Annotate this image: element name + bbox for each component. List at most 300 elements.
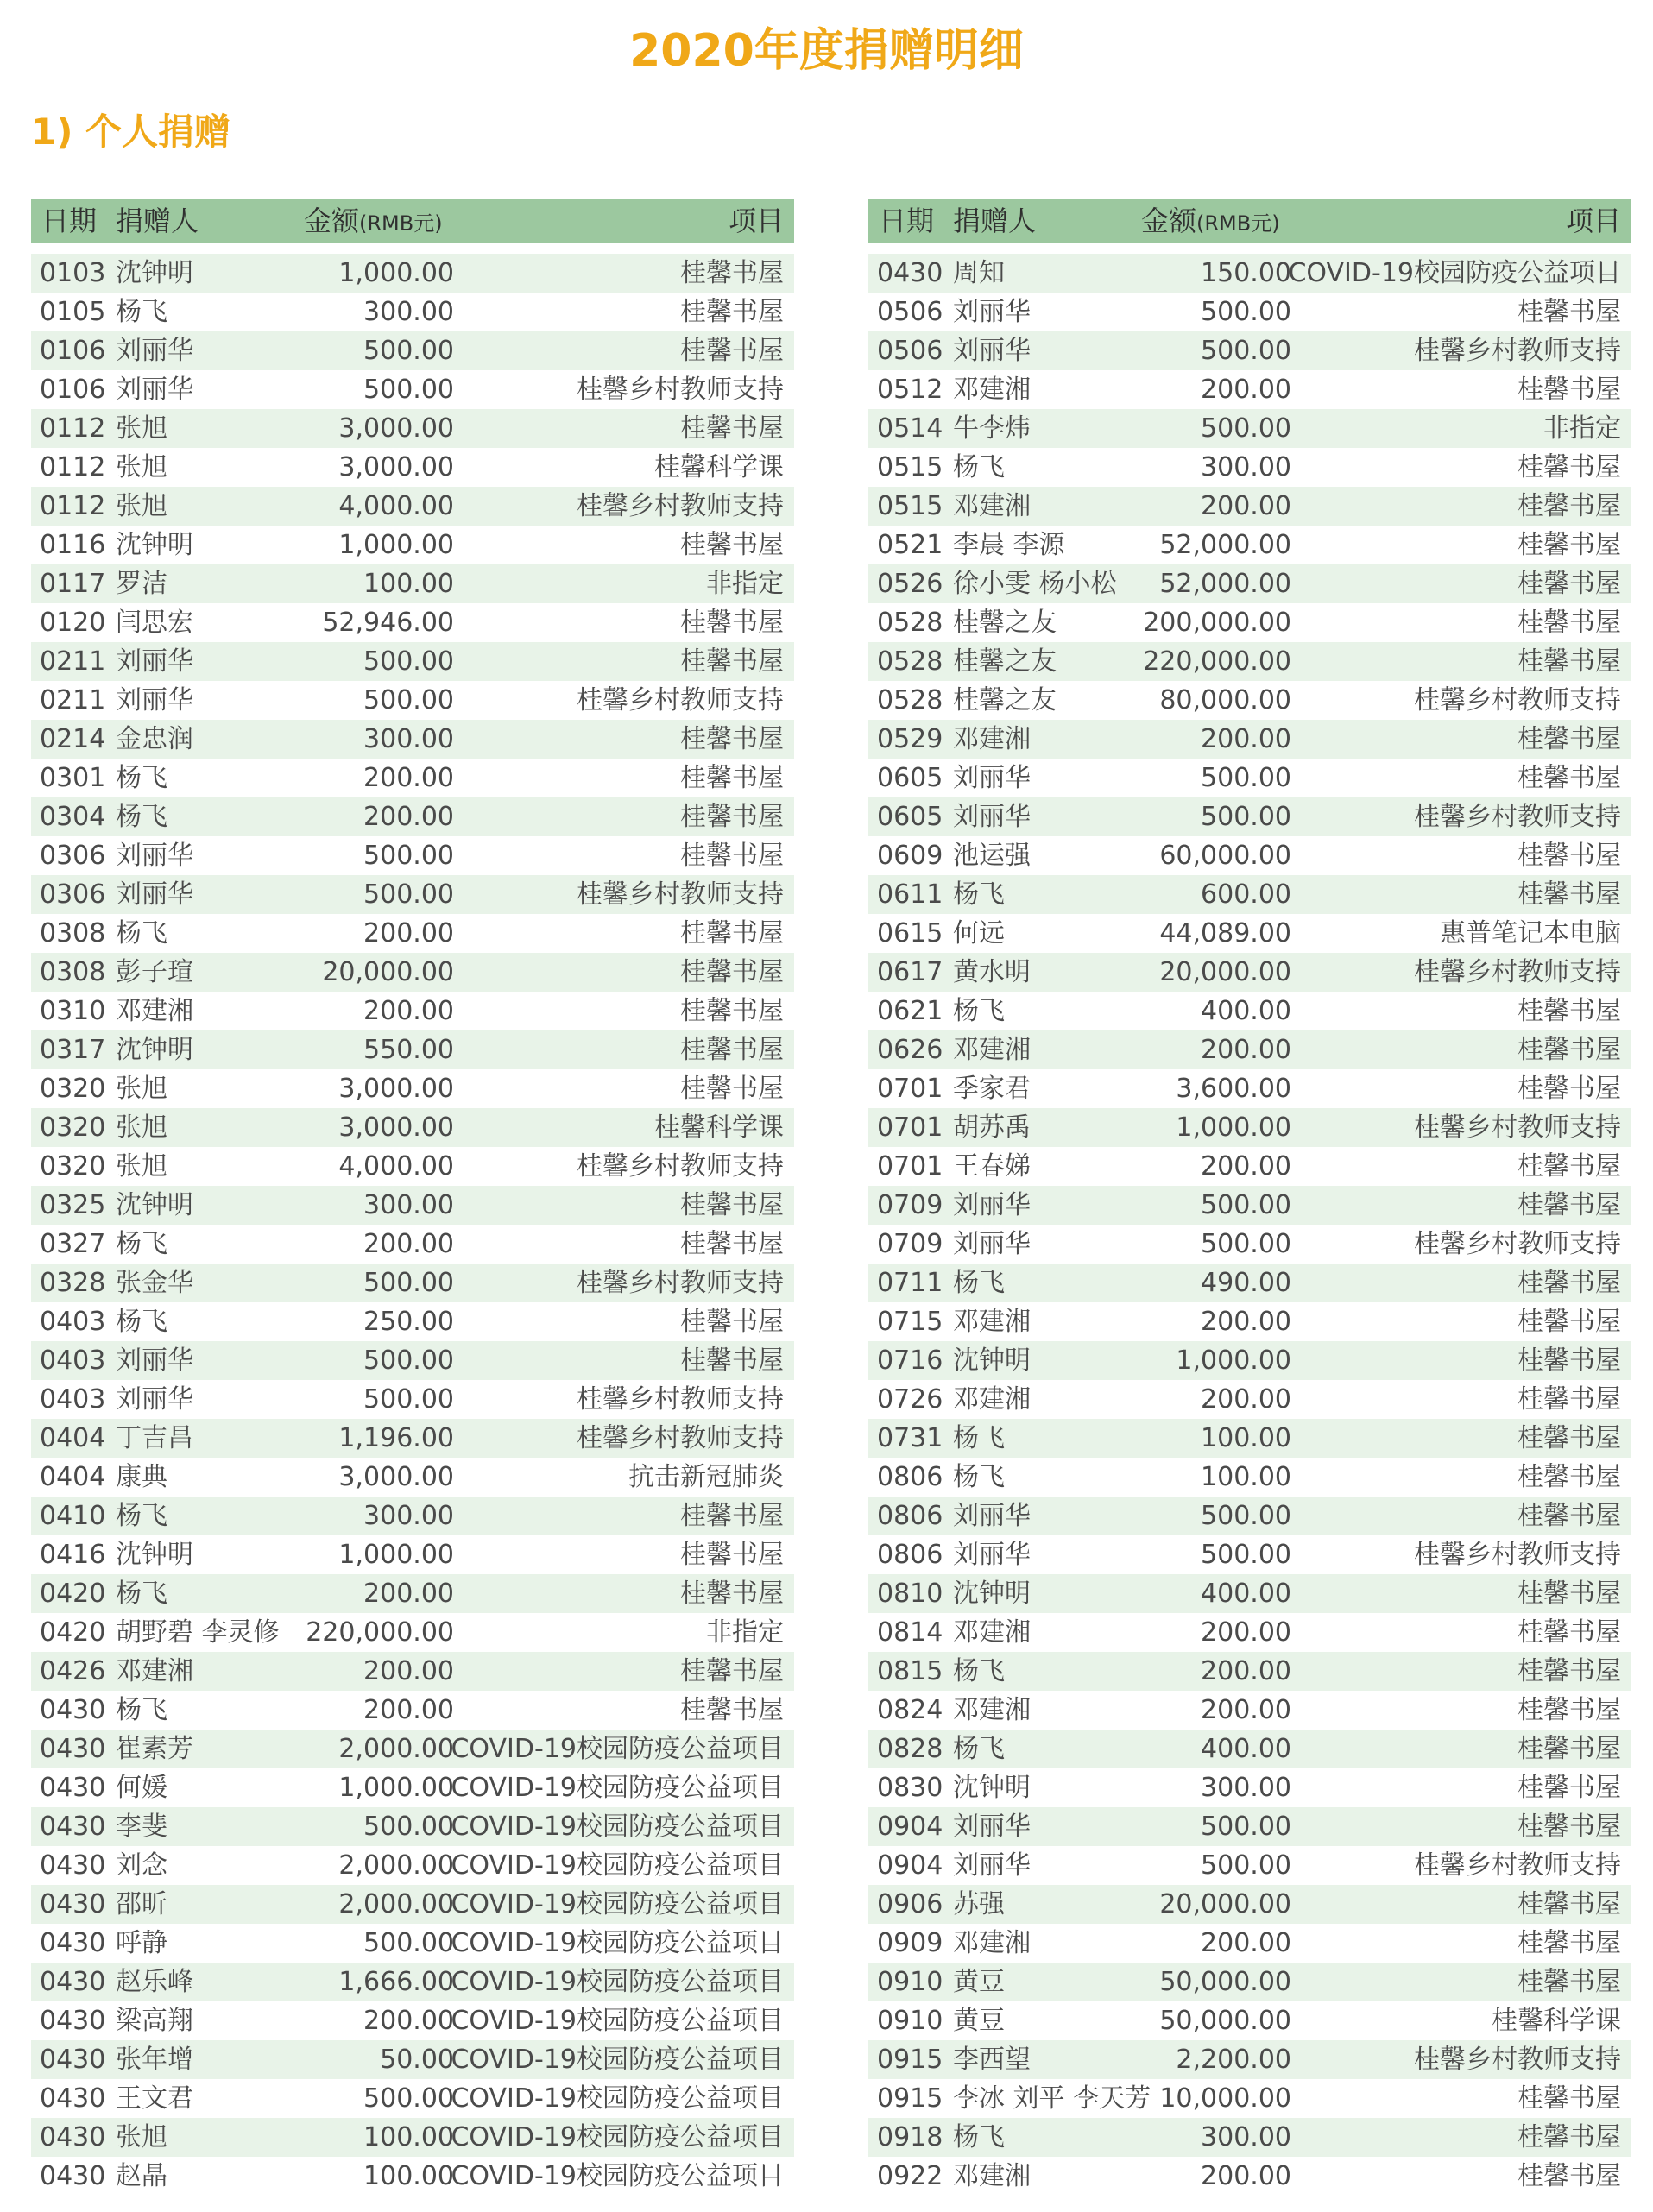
cell-amount: 500.00: [1201, 297, 1291, 327]
table-row: [31, 2079, 794, 2118]
table-row: [31, 1302, 794, 1341]
cell-amount: 3,000.00: [338, 1112, 454, 1143]
header-amount-unit: (RMB元): [359, 211, 443, 236]
cell-date: 0521: [877, 530, 943, 560]
cell-date: 0430: [40, 1773, 106, 1803]
cell-amount: 200.00: [363, 1229, 454, 1259]
cell-date: 0404: [40, 1423, 106, 1453]
cell-date: 0430: [40, 1812, 106, 1842]
cell-donor: 张旭: [116, 452, 167, 482]
table-row: [868, 526, 1631, 564]
table-row: [31, 953, 794, 992]
cell-date: 0310: [40, 996, 106, 1026]
cell-date: 0116: [40, 530, 106, 560]
cell-date: 0918: [877, 2122, 943, 2152]
cell-project: 桂馨乡村教师支持: [1414, 685, 1621, 715]
cell-project: 桂馨书屋: [680, 530, 784, 560]
cell-donor: 刘丽华: [116, 1384, 193, 1415]
header-project: 项目: [728, 205, 784, 237]
cell-amount: 250.00: [363, 1307, 454, 1337]
cell-date: 0430: [40, 2161, 106, 2191]
cell-amount: 200.00: [1201, 1928, 1291, 1958]
cell-amount: 400.00: [1201, 1579, 1291, 1609]
cell-project: 桂馨乡村教师支持: [577, 1423, 784, 1453]
cell-project: 桂馨书屋: [680, 763, 784, 793]
cell-date: 0430: [40, 1695, 106, 1725]
cell-project: 桂馨书屋: [680, 1229, 784, 1259]
cell-amount: 1,666.00: [338, 1967, 454, 1997]
cell-donor: 沈钟明: [116, 258, 193, 288]
cell-project: 桂馨科学课: [654, 1112, 784, 1143]
cell-donor: 刘丽华: [116, 336, 193, 366]
cell-date: 0410: [40, 1501, 106, 1531]
cell-amount: 1,000.00: [338, 530, 454, 560]
cell-donor: 沈钟明: [116, 1035, 193, 1065]
donation-table-right: [868, 199, 1631, 2196]
cell-project: 桂馨书屋: [1517, 1268, 1621, 1298]
cell-donor: 邓建湘: [953, 375, 1031, 405]
cell-amount: 200.00: [1201, 1307, 1291, 1337]
cell-amount: 20,000.00: [1159, 957, 1291, 987]
cell-amount: 500.00: [1201, 1850, 1291, 1881]
table-row: [31, 1807, 794, 1846]
cell-project: 非指定: [706, 1617, 784, 1648]
cell-date: 0904: [877, 1850, 943, 1881]
cell-project: 桂馨科学课: [654, 452, 784, 482]
table-row: [31, 1846, 794, 1885]
cell-amount: 1,196.00: [338, 1423, 454, 1453]
cell-amount: 1,000.00: [338, 258, 454, 288]
cell-donor: 季家君: [953, 1074, 1031, 1104]
cell-project: 桂馨乡村教师支持: [1414, 1112, 1621, 1143]
table-row: [868, 1807, 1631, 1846]
cell-donor: 刘丽华: [953, 297, 1031, 327]
cell-amount: 500.00: [363, 1928, 454, 1958]
table-row: [31, 1264, 794, 1302]
table-row: [868, 1768, 1631, 1807]
table-row: [31, 1652, 794, 1691]
cell-project: 桂馨书屋: [1517, 2122, 1621, 2152]
cell-amount: 150.00: [1201, 258, 1291, 288]
cell-project: COVID-19校园防疫公益项目: [451, 2045, 784, 2075]
table-row: [868, 1535, 1631, 1574]
table-row: [31, 1030, 794, 1069]
cell-date: 0528: [877, 608, 943, 638]
cell-date: 0403: [40, 1307, 106, 1337]
cell-amount: 80,000.00: [1159, 685, 1291, 715]
cell-date: 0515: [877, 491, 943, 521]
cell-donor: 沈钟明: [953, 1345, 1031, 1376]
cell-donor: 刘丽华: [953, 1540, 1031, 1570]
table-row: [868, 1147, 1631, 1186]
cell-project: 桂馨书屋: [680, 957, 784, 987]
cell-donor: 李晨 李源: [953, 530, 1065, 560]
table-row: [868, 293, 1631, 331]
cell-project: 桂馨书屋: [1517, 1423, 1621, 1453]
table-row: [868, 914, 1631, 953]
cell-donor: 杨飞: [116, 297, 167, 327]
cell-amount: 200.00: [363, 763, 454, 793]
table-row: [31, 1147, 794, 1186]
cell-amount: 60,000.00: [1159, 841, 1291, 871]
cell-project: 桂馨书屋: [680, 1540, 784, 1570]
cell-amount: 3,600.00: [1176, 1074, 1291, 1104]
cell-date: 0320: [40, 1112, 106, 1143]
cell-date: 0529: [877, 724, 943, 754]
cell-project: 抗击新冠肺炎: [628, 1462, 784, 1492]
table-row: [868, 1885, 1631, 1924]
cell-date: 0320: [40, 1151, 106, 1182]
cell-donor: 张年增: [116, 2045, 193, 2075]
cell-date: 0806: [877, 1462, 943, 1492]
cell-date: 0325: [40, 1190, 106, 1220]
cell-donor: 杨飞: [953, 1423, 1005, 1453]
table-row: [31, 1380, 794, 1419]
cell-project: 桂馨书屋: [680, 1695, 784, 1725]
cell-amount: 50,000.00: [1159, 1967, 1291, 1997]
cell-donor: 赵乐峰: [116, 1967, 193, 1997]
cell-amount: 500.00: [1201, 1812, 1291, 1842]
cell-donor: 张金华: [116, 1268, 193, 1298]
cell-date: 0403: [40, 1384, 106, 1415]
cell-date: 0609: [877, 841, 943, 871]
cell-date: 0528: [877, 685, 943, 715]
cell-amount: 2,200.00: [1176, 2045, 1291, 2075]
cell-amount: 1,000.00: [1176, 1345, 1291, 1376]
cell-project: 桂馨科学课: [1492, 2006, 1621, 2036]
cell-date: 0430: [40, 1967, 106, 1997]
cell-project: 桂馨书屋: [680, 1579, 784, 1609]
table-row: [31, 1730, 794, 1768]
cell-donor: 闫思宏: [116, 608, 193, 638]
table-row: [868, 681, 1631, 720]
cell-donor: 池运强: [953, 841, 1031, 871]
page-title: 2020年度捐赠明细: [629, 25, 1024, 77]
cell-date: 0605: [877, 802, 943, 832]
cell-amount: 52,946.00: [322, 608, 454, 638]
cell-date: 0605: [877, 763, 943, 793]
cell-donor: 金忠润: [116, 724, 193, 754]
cell-donor: 杨飞: [953, 1268, 1005, 1298]
cell-donor: 刘丽华: [116, 646, 193, 677]
cell-donor: 彭子瑄: [116, 957, 193, 987]
cell-date: 0810: [877, 1579, 943, 1609]
cell-donor: 张旭: [116, 491, 167, 521]
cell-project: 桂馨书屋: [1517, 1734, 1621, 1764]
cell-project: 桂馨书屋: [1517, 2161, 1621, 2191]
cell-project: 桂馨书屋: [1517, 763, 1621, 793]
cell-date: 0621: [877, 996, 943, 1026]
table-row: [31, 1186, 794, 1225]
cell-project: 桂馨书屋: [680, 1345, 784, 1376]
table-row: [868, 1264, 1631, 1302]
table-row: [868, 2001, 1631, 2040]
cell-date: 0416: [40, 1540, 106, 1570]
cell-donor: 杨飞: [116, 1229, 167, 1259]
cell-project: 桂馨书屋: [680, 996, 784, 1026]
table-row: [31, 254, 794, 293]
cell-project: 非指定: [1543, 413, 1621, 444]
header-amount-label: 金额: [304, 205, 360, 237]
cell-amount: 1,000.00: [338, 1773, 454, 1803]
table-row: [868, 1419, 1631, 1458]
cell-donor: 刘丽华: [116, 375, 193, 405]
cell-project: 桂馨书屋: [1517, 1074, 1621, 1104]
cell-project: 桂馨书屋: [1517, 1812, 1621, 1842]
cell-date: 0512: [877, 375, 943, 405]
cell-donor: 刘丽华: [116, 685, 193, 715]
cell-amount: 1,000.00: [1176, 1112, 1291, 1143]
table-row: [31, 797, 794, 836]
cell-project: 桂馨书屋: [1517, 1928, 1621, 1958]
cell-project: COVID-19校园防疫公益项目: [451, 2122, 784, 2152]
cell-date: 0915: [877, 2045, 943, 2075]
cell-amount: 500.00: [363, 375, 454, 405]
cell-project: 桂馨书屋: [680, 1307, 784, 1337]
cell-project: 桂馨乡村教师支持: [1414, 957, 1621, 987]
cell-date: 0214: [40, 724, 106, 754]
cell-date: 0701: [877, 1151, 943, 1182]
cell-donor: 张旭: [116, 1151, 167, 1182]
cell-date: 0711: [877, 1268, 943, 1298]
cell-date: 0830: [877, 1773, 943, 1803]
cell-donor: 沈钟明: [116, 530, 193, 560]
cell-project: 桂馨书屋: [1517, 879, 1621, 910]
cell-project: 桂馨书屋: [1517, 1462, 1621, 1492]
cell-donor: 邓建湘: [116, 1656, 193, 1686]
table-row: [868, 1030, 1631, 1069]
table-row: [868, 370, 1631, 409]
cell-project: 桂馨乡村教师支持: [1414, 1229, 1621, 1259]
cell-amount: 500.00: [363, 685, 454, 715]
cell-project: COVID-19校园防疫公益项目: [451, 1812, 784, 1842]
table-row: [868, 720, 1631, 759]
cell-amount: 500.00: [363, 841, 454, 871]
table-row: [31, 1225, 794, 1264]
cell-project: 桂馨书屋: [680, 413, 784, 444]
table-row: [31, 1963, 794, 2001]
cell-donor: 刘丽华: [953, 763, 1031, 793]
table-row: [31, 1613, 794, 1652]
table-row: [31, 1458, 794, 1497]
cell-project: 桂馨书屋: [1517, 569, 1621, 599]
table-row: [31, 1535, 794, 1574]
cell-project: 桂馨乡村教师支持: [1414, 336, 1621, 366]
cell-date: 0112: [40, 452, 106, 482]
cell-donor: 赵晶: [116, 2161, 167, 2191]
cell-donor: 刘丽华: [953, 1501, 1031, 1531]
table-row: [31, 1419, 794, 1458]
cell-amount: 500.00: [1201, 413, 1291, 444]
table-row: [31, 487, 794, 526]
cell-donor: 邓建湘: [953, 1307, 1031, 1337]
cell-date: 0906: [877, 1889, 943, 1919]
table-row: [31, 992, 794, 1030]
cell-amount: 100.00: [363, 2122, 454, 2152]
cell-amount: 400.00: [1201, 996, 1291, 1026]
cell-donor: 杨飞: [953, 1462, 1005, 1492]
cell-amount: 400.00: [1201, 1734, 1291, 1764]
cell-donor: 邓建湘: [953, 724, 1031, 754]
cell-donor: 梁高翔: [116, 2006, 193, 2036]
cell-amount: 200.00: [1201, 724, 1291, 754]
cell-date: 0430: [40, 2045, 106, 2075]
cell-amount: 500.00: [1201, 802, 1291, 832]
cell-amount: 200.00: [1201, 2161, 1291, 2191]
table-row: [31, 603, 794, 642]
cell-date: 0306: [40, 879, 106, 910]
cell-amount: 500.00: [1201, 763, 1291, 793]
cell-donor: 杨飞: [116, 1579, 167, 1609]
table-row: [868, 1924, 1631, 1963]
cell-project: 桂馨书屋: [1517, 452, 1621, 482]
cell-amount: 100.00: [1201, 1423, 1291, 1453]
cell-date: 0904: [877, 1812, 943, 1842]
cell-amount: 3,000.00: [338, 413, 454, 444]
cell-donor: 杨飞: [953, 452, 1005, 482]
cell-donor: 黄水明: [953, 957, 1031, 987]
cell-project: 桂馨书屋: [1517, 1773, 1621, 1803]
cell-donor: 苏强: [953, 1889, 1005, 1919]
cell-date: 0922: [877, 2161, 943, 2191]
cell-donor: 桂馨之友: [953, 685, 1057, 715]
cell-project: 桂馨书屋: [1517, 1889, 1621, 1919]
cell-amount: 200.00: [1201, 1151, 1291, 1182]
cell-date: 0526: [877, 569, 943, 599]
cell-amount: 200.00: [363, 918, 454, 948]
cell-project: 桂馨书屋: [1517, 1695, 1621, 1725]
table-row: [31, 1497, 794, 1535]
cell-date: 0430: [40, 1734, 106, 1764]
cell-amount: 200.00: [363, 996, 454, 1026]
cell-amount: 500.00: [1201, 1540, 1291, 1570]
cell-date: 0308: [40, 918, 106, 948]
table-row: [868, 2118, 1631, 2157]
table-row: [31, 1108, 794, 1147]
cell-donor: 沈钟明: [116, 1540, 193, 1570]
table-row: [868, 2157, 1631, 2196]
table-row: [868, 992, 1631, 1030]
table-row: [31, 409, 794, 448]
cell-date: 0611: [877, 879, 943, 910]
cell-project: 桂馨书屋: [1517, 608, 1621, 638]
cell-amount: 300.00: [363, 1190, 454, 1220]
table-row: [31, 331, 794, 370]
cell-date: 0420: [40, 1617, 106, 1648]
header-amount-unit: (RMB元): [1196, 211, 1280, 236]
header-donor: 捐赠人: [953, 205, 1037, 237]
table-row: [31, 642, 794, 681]
cell-date: 0430: [877, 258, 943, 288]
cell-amount: 500.00: [363, 2083, 454, 2114]
cell-project: 桂馨书屋: [1517, 1384, 1621, 1415]
cell-amount: 300.00: [1201, 1773, 1291, 1803]
cell-amount: 100.00: [363, 569, 454, 599]
cell-project: COVID-19校园防疫公益项目: [451, 1928, 784, 1958]
cell-amount: 300.00: [1201, 452, 1291, 482]
table-row: [868, 1380, 1631, 1419]
cell-amount: 200.00: [363, 1695, 454, 1725]
cell-project: 桂馨书屋: [1517, 724, 1621, 754]
cell-donor: 刘丽华: [953, 1190, 1031, 1220]
cell-donor: 李冰 刘平 李天芳: [953, 2083, 1151, 2114]
cell-project: 桂馨书屋: [1517, 1501, 1621, 1531]
table-row: [868, 1846, 1631, 1885]
cell-donor: 丁吉昌: [116, 1423, 193, 1453]
cell-donor: 徐小雯 杨小松: [953, 569, 1117, 599]
cell-donor: 何远: [953, 918, 1005, 948]
cell-date: 0211: [40, 685, 106, 715]
table-row: [31, 1691, 794, 1730]
cell-date: 0320: [40, 1074, 106, 1104]
cell-date: 0824: [877, 1695, 943, 1725]
cell-amount: 200.00: [1201, 1617, 1291, 1648]
cell-amount: 220,000.00: [1143, 646, 1291, 677]
cell-date: 0106: [40, 375, 106, 405]
cell-project: COVID-19校园防疫公益项目: [451, 1967, 784, 1997]
cell-donor: 张旭: [116, 2122, 167, 2152]
cell-project: 桂馨乡村教师支持: [1414, 2045, 1621, 2075]
cell-amount: 500.00: [1201, 336, 1291, 366]
table-row: [868, 1963, 1631, 2001]
cell-amount: 500.00: [363, 1268, 454, 1298]
cell-date: 0915: [877, 2083, 943, 2114]
cell-date: 0506: [877, 336, 943, 366]
cell-donor: 邓建湘: [953, 1928, 1031, 1958]
cell-project: 桂馨书屋: [680, 258, 784, 288]
cell-donor: 沈钟明: [116, 1190, 193, 1220]
cell-donor: 黄豆: [953, 1967, 1005, 1997]
cell-date: 0726: [877, 1384, 943, 1415]
table-row: [868, 564, 1631, 603]
header-project: 项目: [1565, 205, 1621, 237]
cell-project: 桂馨书屋: [1517, 297, 1621, 327]
table-row: [868, 836, 1631, 875]
table-row: [868, 1108, 1631, 1147]
cell-donor: 刘念: [116, 1850, 167, 1881]
cell-date: 0514: [877, 413, 943, 444]
header-amount-label: 金额: [1141, 205, 1197, 237]
table-body: [868, 254, 1631, 2196]
cell-amount: 220,000.00: [306, 1617, 454, 1648]
cell-date: 0211: [40, 646, 106, 677]
cell-amount: 3,000.00: [338, 1462, 454, 1492]
cell-amount: 200.00: [1201, 1384, 1291, 1415]
table-row: [868, 1691, 1631, 1730]
cell-donor: 李西望: [953, 2045, 1031, 2075]
cell-project: 桂馨书屋: [1517, 1035, 1621, 1065]
cell-amount: 500.00: [363, 336, 454, 366]
cell-date: 0317: [40, 1035, 106, 1065]
cell-date: 0430: [40, 1850, 106, 1881]
cell-date: 0301: [40, 763, 106, 793]
cell-project: 桂馨书屋: [680, 297, 784, 327]
cell-date: 0814: [877, 1617, 943, 1648]
cell-project: 桂馨乡村教师支持: [577, 879, 784, 910]
table-row: [868, 875, 1631, 914]
cell-donor: 杨飞: [953, 996, 1005, 1026]
cell-project: 桂馨书屋: [680, 1190, 784, 1220]
cell-donor: 邓建湘: [953, 491, 1031, 521]
cell-project: 桂馨书屋: [680, 918, 784, 948]
cell-amount: 200.00: [363, 1579, 454, 1609]
cell-project: 桂馨书屋: [1517, 491, 1621, 521]
table-row: [868, 1341, 1631, 1380]
cell-project: COVID-19校园防疫公益项目: [451, 2083, 784, 2114]
cell-amount: 500.00: [363, 879, 454, 910]
header-donor: 捐赠人: [116, 205, 199, 237]
table-row: [868, 797, 1631, 836]
